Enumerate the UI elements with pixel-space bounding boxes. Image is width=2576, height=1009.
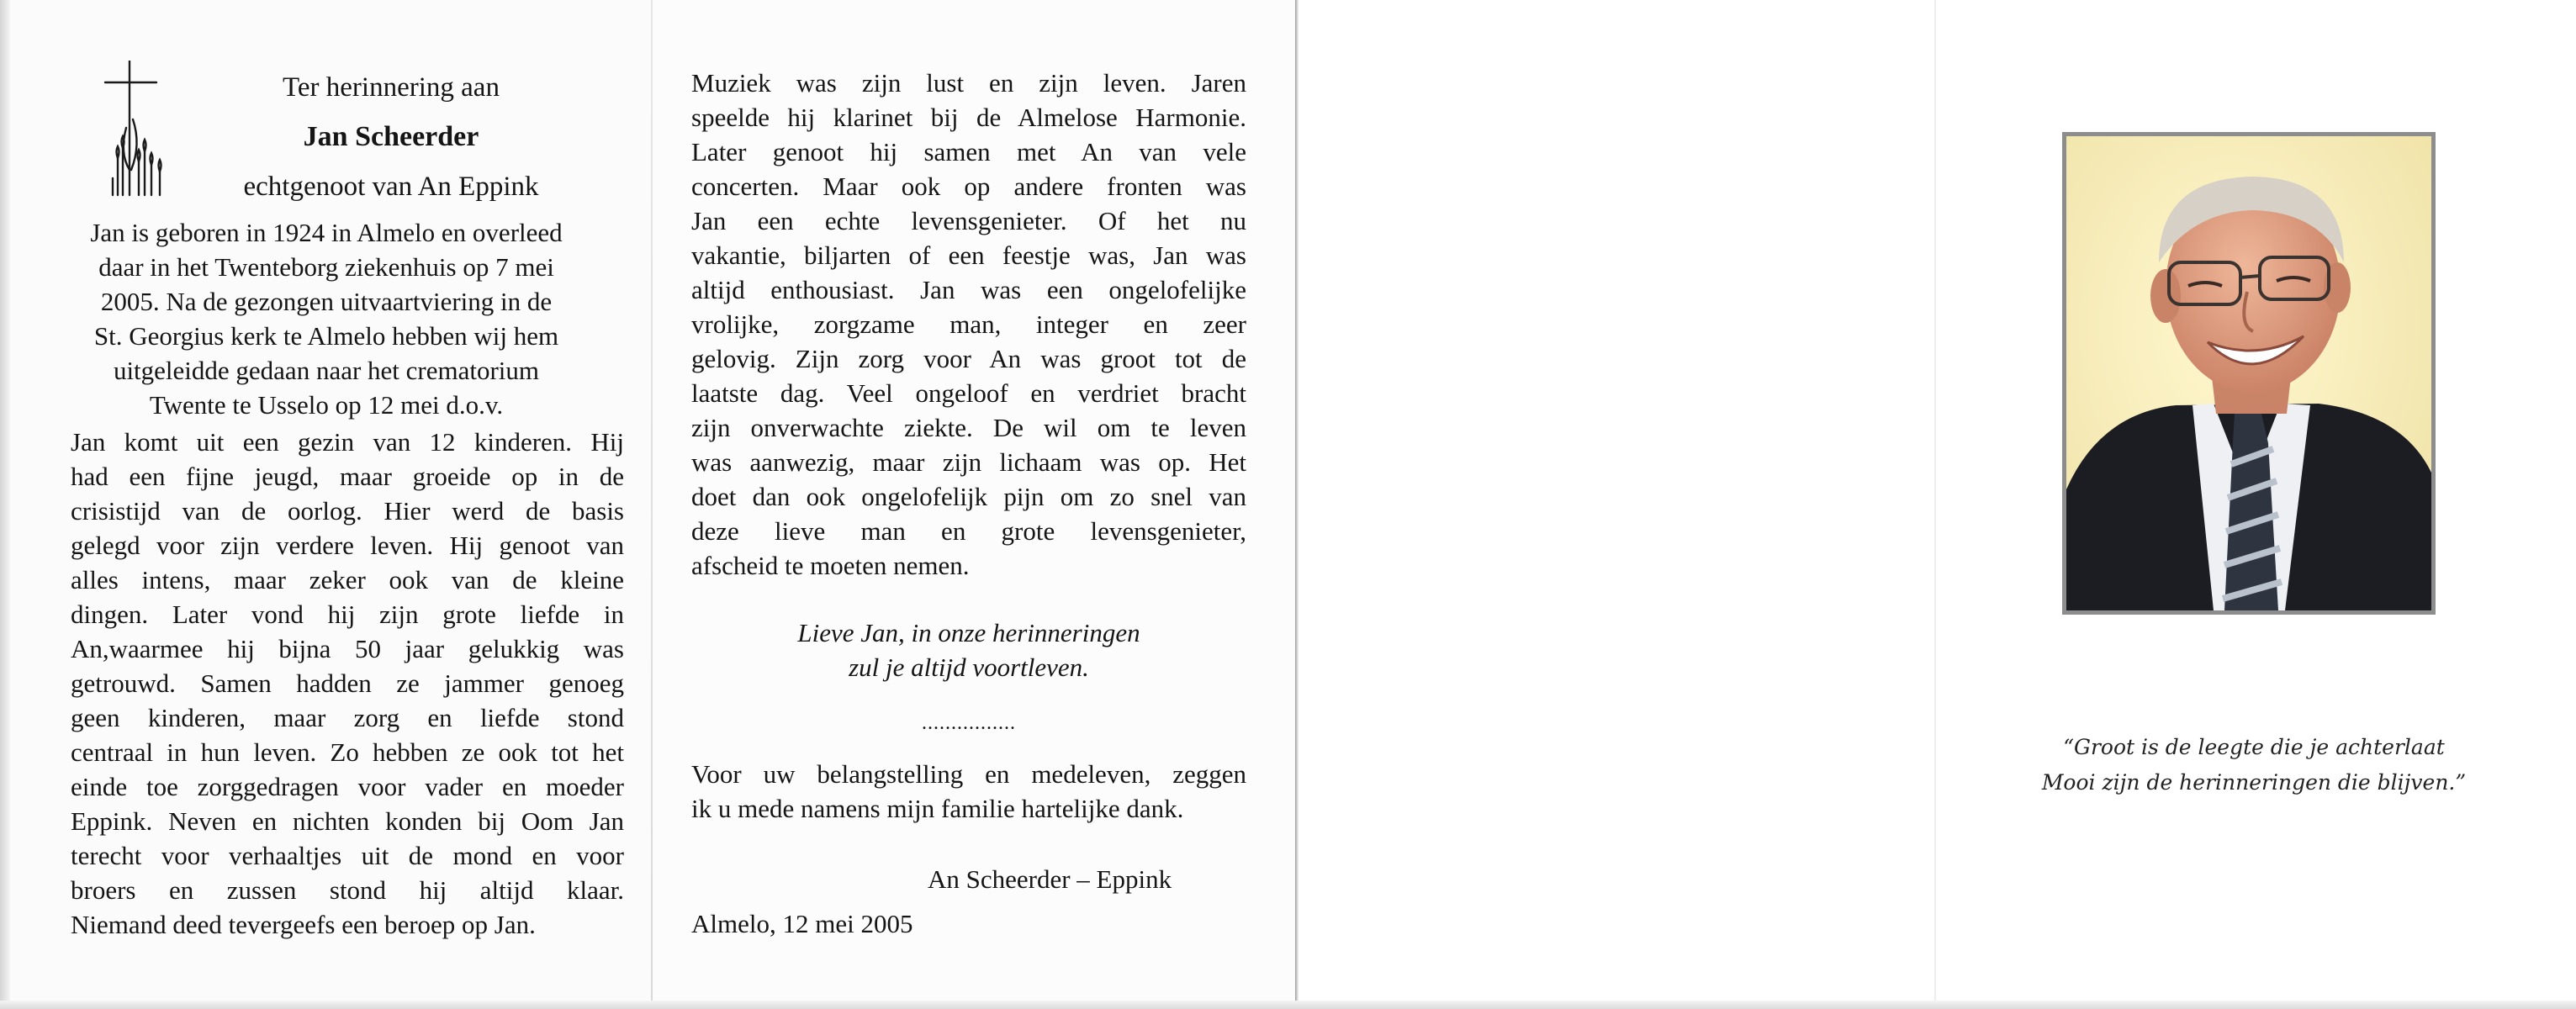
text-line: getrouwd. Samen hadden ze jammer genoeg — [71, 668, 624, 698]
farewell-verse — [691, 615, 1246, 684]
text-line: dingen. Later vond hij zijn grote liefde in — [71, 600, 624, 629]
music-paragraph — [691, 66, 1246, 583]
text-line: afscheid te moeten nemen. — [691, 551, 970, 580]
text-line: geen kinderen, maar zorg en liefde stond — [71, 703, 624, 732]
memorial-quote — [2002, 730, 2506, 800]
intro-heading — [202, 69, 580, 205]
text-line: Eppink. Neven en nichten konden bij Oom Jan — [71, 806, 624, 836]
text-line: altijd enthousiast. Jan was een ongelofelijke — [691, 275, 1246, 304]
text-line: Twente te Usselo op 12 mei d.o.v. — [149, 390, 504, 420]
text-line: concerten. Maar ook op andere fronten was — [691, 172, 1246, 201]
fold-line — [651, 0, 653, 1009]
dotted-separator: ................ — [922, 712, 1016, 734]
text-line: alles intens, maar zeker ook van de kleine — [71, 565, 624, 594]
quote-line: Mooi zijn de herinneringen die blijven.” — [2041, 770, 2467, 795]
quote-line: “Groot is de leegte die je achterlaat — [2063, 735, 2445, 759]
text-line: centraal in hun leven. Zo hebben ze ook tot het — [71, 737, 624, 767]
text-line: An,waarmee hij bijna 50 jaar gelukkig was — [71, 634, 624, 663]
text-line: vrolijke, zorgzame man, integer en zeer — [691, 309, 1246, 339]
portrait-illustration — [2066, 136, 2431, 610]
paper-edge-bottom — [0, 1001, 2576, 1009]
text-line: gelovig. Zijn zorg voor An was groot tot de — [691, 344, 1246, 373]
text-line: speelde hij klarinet bij de Almelose Harmonie. — [691, 103, 1246, 132]
cross-with-candles-icon — [101, 61, 168, 197]
spouse-line: echtgenoot van An Eppink — [243, 172, 539, 202]
birth-paragraph — [66, 215, 587, 422]
text-line: Later genoot hij samen met An van vele — [691, 137, 1246, 166]
fold-line — [1934, 0, 1936, 1009]
verse-line: Lieve Jan, in onze herinneringen — [797, 618, 1140, 647]
card-panel-center-right — [1298, 0, 1937, 1009]
fold-line — [1295, 0, 1299, 1009]
text-line: Niemand deed tevergeefs een beroep op Jan. — [71, 910, 536, 939]
text-line: 2005. Na de gezongen uitvaartviering in de — [100, 287, 553, 316]
text-line: doet dan ook ongelofelijk pijn om zo snel van — [691, 482, 1246, 511]
text-line: deze lieve man en grote levensgenieter, — [691, 516, 1246, 546]
portrait-photo — [2062, 132, 2436, 615]
text-line: crisistijd van de oorlog. Hier werd de basis — [71, 496, 624, 526]
text-line: vakantie, biljarten of een feestje was, Jan was — [691, 240, 1246, 270]
text-line: was aanwezig, maar zijn lichaam was op. Het — [691, 447, 1246, 477]
text-line: Jan een echte levensgenieter. Of het nu — [691, 206, 1246, 235]
text-line: Jan komt uit een gezin van 12 kinderen. Hij — [71, 427, 624, 457]
verse-line: zul je altijd voortleven. — [849, 652, 1089, 682]
text-line: ik u mede namens mijn familie hartelijke dank. — [691, 794, 1184, 823]
text-line: laatste dag. Veel ongeloof en verdriet bracht — [691, 378, 1246, 408]
place-date: Almelo, 12 mei 2005 — [691, 909, 913, 938]
text-line: had een fijne jeugd, maar groeide op in de — [71, 462, 624, 491]
text-line: terecht voor verhaaltjes uit de mond en voor — [71, 841, 624, 870]
text-line: Muziek was zijn lust en zijn leven. Jaren — [691, 68, 1246, 98]
text-line: zijn onverwachte ziekte. De wil om te leven — [691, 413, 1246, 442]
remembrance-line: Ter herinnering aan — [283, 72, 500, 103]
deceased-name: Jan Scheerder — [303, 121, 479, 152]
life-paragraph — [71, 425, 624, 942]
text-line: gelegd voor zijn verdere leven. Hij genoot van — [71, 531, 624, 560]
text-line: daar in het Twenteborg ziekenhuis op 7 mei — [98, 252, 554, 282]
text-line: Voor uw belangstelling en medeleven, zeggen — [691, 759, 1246, 789]
text-line: Jan is geboren in 1924 in Almelo en overleed — [90, 218, 563, 247]
text-line: broers en zussen stond hij altijd klaar. — [71, 875, 624, 905]
text-line: einde toe zorggedragen voor vader en moeder — [71, 772, 624, 801]
text-line: St. Georgius kerk te Almelo hebben wij hem — [93, 321, 559, 351]
paper-edge-left — [0, 0, 10, 1009]
thanks-paragraph — [691, 757, 1246, 826]
signature: An Scheerder – Eppink — [928, 864, 1172, 894]
text-line: uitgeleidde gedaan naar het crematorium — [113, 356, 540, 385]
